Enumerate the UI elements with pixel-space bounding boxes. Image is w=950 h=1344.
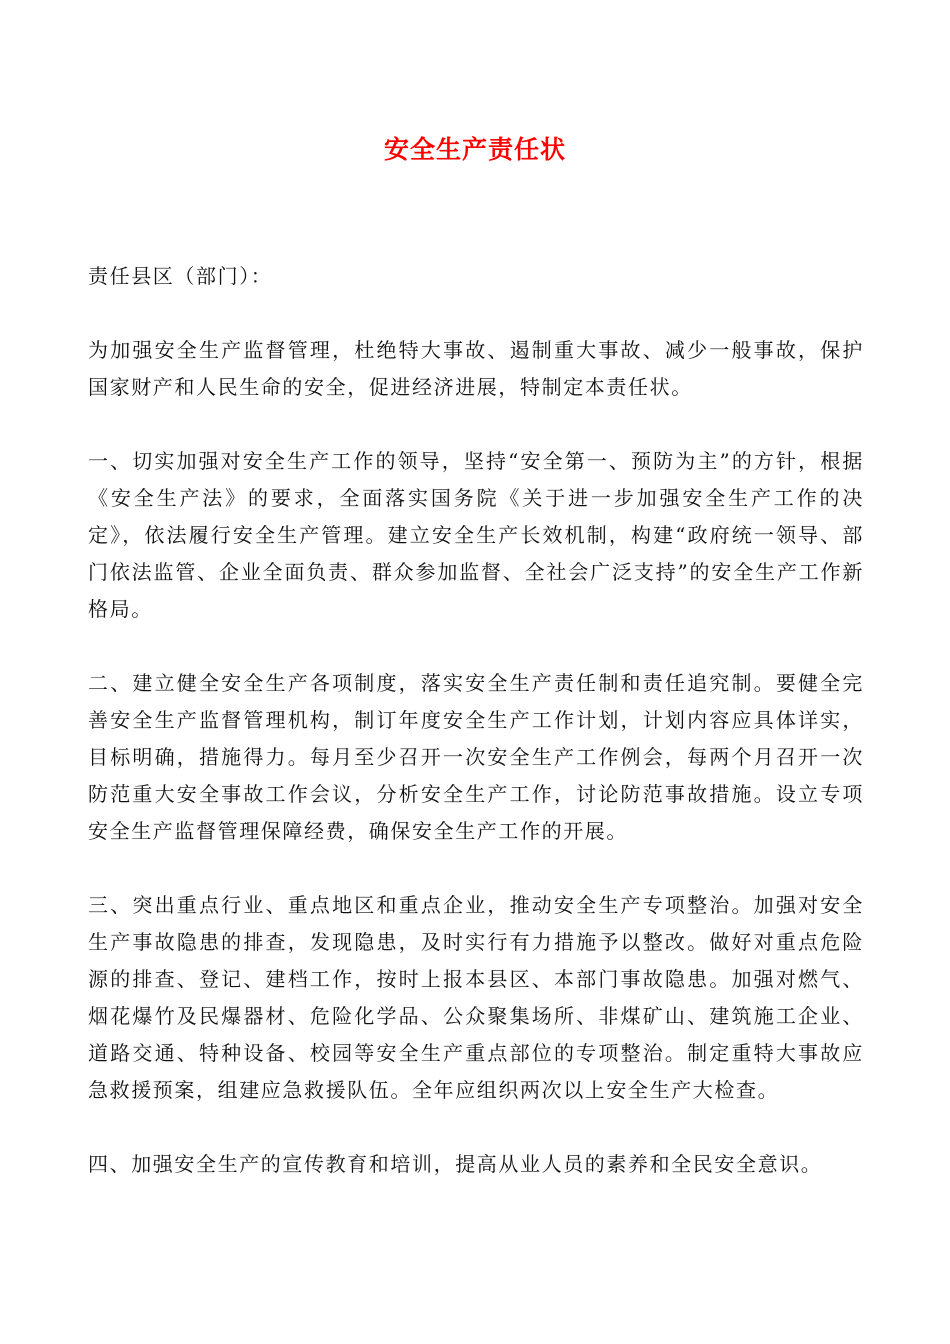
paragraph-4: 四、加强安全生产的宣传教育和培训，提高从业人员的素养和全民安全意识。: [88, 1152, 823, 1176]
paragraph-2: 二、建立健全安全生产各项制度，落实安全生产责任制和责任追究制。要健全完善安全生产监督管理机构，制订年度安全生产工作计划，计划内容应具体详实，目标明确，措施得力。每月至少召开一次安全生产工作例会，每两个月召开一次防范重大安全事故工作会议，分析安全生产工作，讨论防范事故措施。设立专项安全生产监督管理保障经费，确保安全生产工作的开展。: [88, 671, 864, 843]
document-body: [88, 258, 864, 1220]
paragraph-intro: 为加强安全生产监督管理，杜绝特大事故、遏制重大事故、减少一般事故，保护国家财产和人民生命的安全，促进经济进展，特制定本责任状。: [88, 338, 864, 399]
paragraph-1: 一、切实加强对安全生产工作的领导，坚持“安全第一、预防为主”的方针，根据《安全生产法》的要求，全面落实国务院《关于进一步加强安全生产工作的决定》，依法履行安全生产管理。建立安全生产长效机制，构建“政府统一领导、部门依法监管、企业全面负责、群众参加监督、全社会广泛支持”的安全生产工作新格局。: [88, 449, 864, 621]
paragraph-3: 三、突出重点行业、重点地区和重点企业，推动安全生产专项整治。加强对安全生产事故隐患的排查，发现隐患，及时实行有力措施予以整改。做好对重点危险源的排查、登记、建档工作，按时上报本县区、本部门事故隐患。加强对燃气、烟花爆竹及民爆器材、危险化学品、公众聚集场所、非煤矿山、建筑施工企业、道路交通、特种设备、校园等安全生产重点部位的专项整治。制定重特大事故应急救援预案，组建应急救援队伍。全年应组织两次以上安全生产大检查。: [88, 893, 864, 1102]
document-title: 安全生产责任状: [383, 135, 566, 164]
salutation: 责任县区（部门）：: [88, 264, 273, 288]
